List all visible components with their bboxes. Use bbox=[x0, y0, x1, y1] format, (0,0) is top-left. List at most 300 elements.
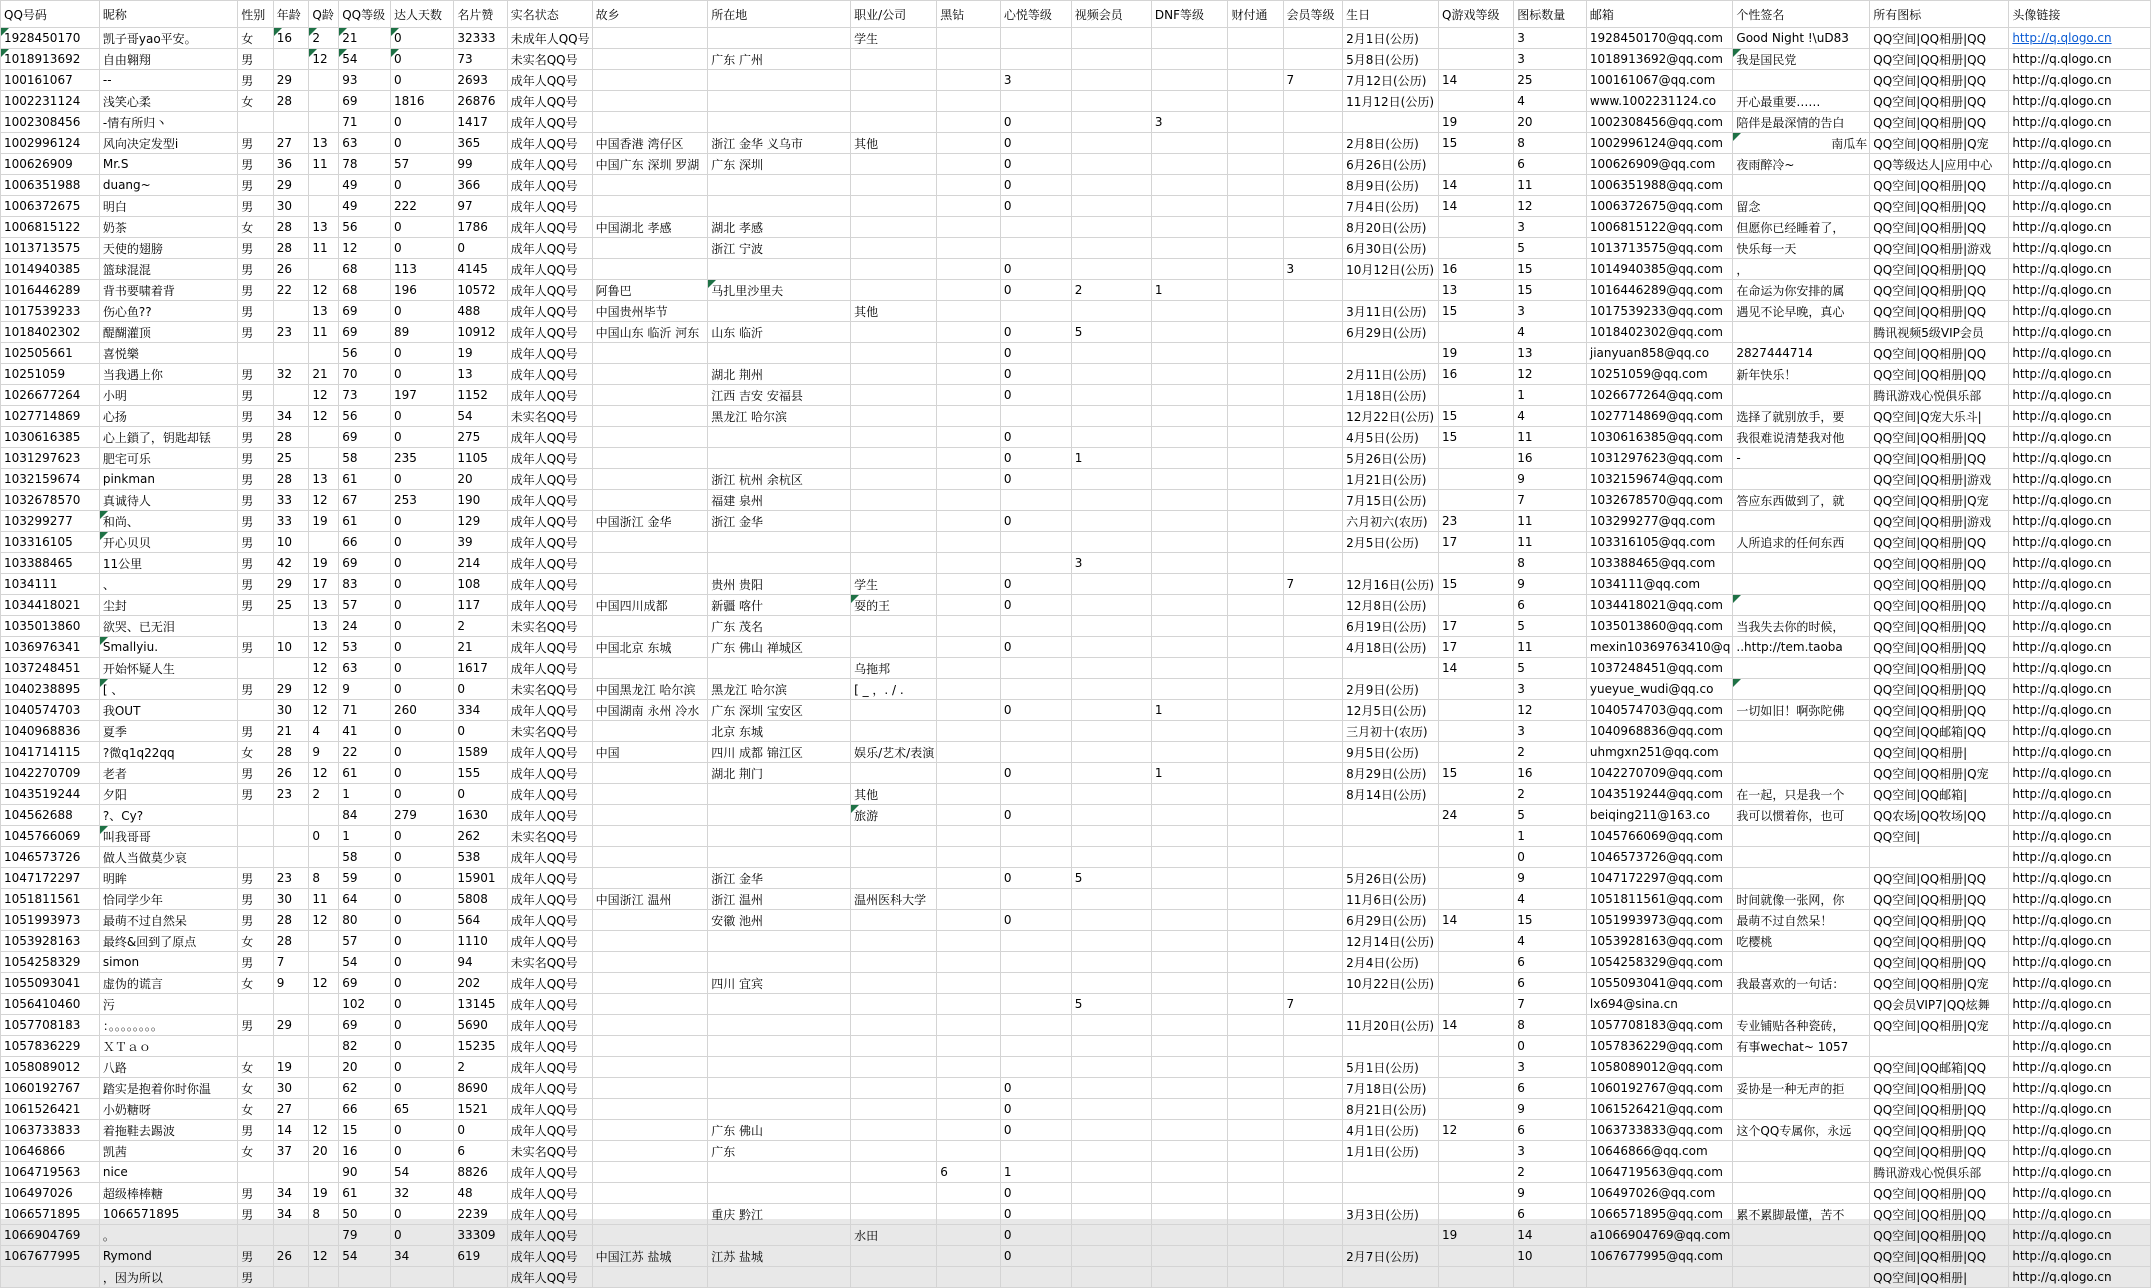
cell-xy[interactable]: 0 bbox=[1000, 196, 1071, 217]
cell-xy[interactable]: 3 bbox=[1000, 70, 1071, 91]
cell-likes[interactable]: 1105 bbox=[454, 448, 507, 469]
cell-icons[interactable]: QQ空间|Q宠大乐斗| bbox=[1870, 406, 2009, 427]
cell-bd[interactable] bbox=[937, 1267, 1001, 1288]
cell-cft[interactable] bbox=[1228, 616, 1283, 637]
cell-sex[interactable] bbox=[238, 112, 274, 133]
cell-sig[interactable]: ..http://tem.taoba bbox=[1733, 637, 1870, 658]
cell-likes[interactable]: 39 bbox=[454, 532, 507, 553]
cell-cft[interactable] bbox=[1228, 784, 1283, 805]
cell-real[interactable]: 成年人QQ号 bbox=[507, 364, 592, 385]
cell-vip[interactable] bbox=[1283, 658, 1343, 679]
cell-sex[interactable] bbox=[238, 1036, 274, 1057]
cell-real[interactable]: 成年人QQ号 bbox=[507, 1015, 592, 1036]
cell-dnf[interactable] bbox=[1151, 826, 1228, 847]
cell-bd[interactable] bbox=[937, 112, 1001, 133]
cell-mail[interactable]: 1026677264@qq.com bbox=[1586, 385, 1733, 406]
cell-level[interactable]: 41 bbox=[339, 721, 391, 742]
cell-loc[interactable] bbox=[708, 427, 851, 448]
cell-video[interactable] bbox=[1071, 1057, 1151, 1078]
cell-mail[interactable]: beiqing211@163.co bbox=[1586, 805, 1733, 826]
cell-age[interactable]: 30 bbox=[273, 889, 309, 910]
col-header-nick[interactable]: 昵称 bbox=[99, 1, 237, 28]
avatar-link[interactable]: http://q.qlogo.cn bbox=[2012, 1207, 2112, 1221]
cell-home[interactable]: 中国浙江 金华 bbox=[592, 511, 708, 532]
cell-qage[interactable]: 13 bbox=[309, 301, 339, 322]
col-header-cft[interactable]: 财付通 bbox=[1228, 1, 1283, 28]
cell-avatar[interactable] bbox=[2009, 196, 2151, 217]
cell-qq[interactable]: 103316105 bbox=[1, 532, 100, 553]
cell-level[interactable]: 58 bbox=[339, 448, 391, 469]
cell-age[interactable]: 42 bbox=[273, 553, 309, 574]
cell-bday[interactable]: 4月18日(公历) bbox=[1343, 637, 1439, 658]
cell-daren[interactable]: 0 bbox=[391, 868, 454, 889]
cell-vip[interactable] bbox=[1283, 637, 1343, 658]
cell-loc[interactable]: 广东 深圳 宝安区 bbox=[708, 700, 851, 721]
cell-age[interactable]: 23 bbox=[273, 868, 309, 889]
cell-likes[interactable] bbox=[454, 1267, 507, 1288]
cell-qq[interactable]: 1032159674 bbox=[1, 469, 100, 490]
cell-cft[interactable] bbox=[1228, 406, 1283, 427]
cell-age[interactable]: 25 bbox=[273, 448, 309, 469]
cell-sig[interactable]: 但愿你已经睡着了， bbox=[1733, 217, 1870, 238]
cell-home[interactable]: 中国贵州毕节 bbox=[592, 301, 708, 322]
cell-level[interactable]: 15 bbox=[339, 1120, 391, 1141]
cell-age[interactable]: 21 bbox=[273, 721, 309, 742]
cell-avatar[interactable] bbox=[2009, 532, 2151, 553]
cell-sex[interactable] bbox=[238, 847, 274, 868]
cell-qq[interactable]: 100161067 bbox=[1, 70, 100, 91]
cell-level[interactable]: 83 bbox=[339, 574, 391, 595]
cell-level[interactable]: 57 bbox=[339, 931, 391, 952]
cell-avatar[interactable] bbox=[2009, 280, 2151, 301]
cell-level[interactable] bbox=[339, 1267, 391, 1288]
cell-level[interactable]: 79 bbox=[339, 1225, 391, 1246]
cell-home[interactable] bbox=[592, 952, 708, 973]
cell-video[interactable] bbox=[1071, 1204, 1151, 1225]
cell-mail[interactable]: 10646866@qq.com bbox=[1586, 1141, 1733, 1162]
cell-video[interactable] bbox=[1071, 196, 1151, 217]
cell-home[interactable] bbox=[592, 1120, 708, 1141]
cell-video[interactable] bbox=[1071, 1246, 1151, 1267]
cell-sig[interactable] bbox=[1733, 1099, 1870, 1120]
cell-qq[interactable]: 103388465 bbox=[1, 553, 100, 574]
cell-sex[interactable]: 男 bbox=[238, 448, 274, 469]
cell-level[interactable]: 69 bbox=[339, 553, 391, 574]
cell-home[interactable]: 中国浙江 温州 bbox=[592, 889, 708, 910]
cell-bd[interactable] bbox=[937, 259, 1001, 280]
cell-avatar[interactable] bbox=[2009, 322, 2151, 343]
cell-sex[interactable]: 男 bbox=[238, 490, 274, 511]
cell-likes[interactable]: 54 bbox=[454, 406, 507, 427]
cell-icons[interactable]: QQ空间|QQ相册|QQ bbox=[1870, 49, 2009, 70]
cell-qgame[interactable] bbox=[1439, 469, 1514, 490]
cell-bd[interactable] bbox=[937, 28, 1001, 49]
cell-mail[interactable]: 103316105@qq.com bbox=[1586, 532, 1733, 553]
cell-icons[interactable]: QQ空间|QQ相册|QQ bbox=[1870, 658, 2009, 679]
cell-home[interactable] bbox=[592, 1267, 708, 1288]
cell-home[interactable] bbox=[592, 1204, 708, 1225]
cell-cft[interactable] bbox=[1228, 931, 1283, 952]
cell-icons[interactable]: QQ空间|QQ相册|QQ bbox=[1870, 1141, 2009, 1162]
cell-vip[interactable] bbox=[1283, 28, 1343, 49]
cell-mail[interactable]: 1002996124@qq.com bbox=[1586, 133, 1733, 154]
cell-sig[interactable]: 人所追求的任何东西 bbox=[1733, 532, 1870, 553]
cell-level[interactable]: 49 bbox=[339, 175, 391, 196]
cell-sig[interactable]: 留念 bbox=[1733, 196, 1870, 217]
cell-dnf[interactable] bbox=[1151, 889, 1228, 910]
cell-avatar[interactable] bbox=[2009, 259, 2151, 280]
cell-qage[interactable]: 12 bbox=[309, 1246, 339, 1267]
cell-nick[interactable]: 奶茶 bbox=[99, 217, 237, 238]
cell-bday[interactable] bbox=[1343, 1225, 1439, 1246]
cell-home[interactable]: 中国北京 东城 bbox=[592, 637, 708, 658]
cell-bd[interactable] bbox=[937, 427, 1001, 448]
cell-home[interactable] bbox=[592, 70, 708, 91]
cell-loc[interactable]: 安徽 池州 bbox=[708, 910, 851, 931]
cell-home[interactable] bbox=[592, 469, 708, 490]
cell-avatar[interactable] bbox=[2009, 301, 2151, 322]
cell-loc[interactable]: 新疆 喀什 bbox=[708, 595, 851, 616]
cell-iconsn[interactable]: 6 bbox=[1514, 1204, 1587, 1225]
cell-iconsn[interactable]: 0 bbox=[1514, 847, 1587, 868]
cell-video[interactable] bbox=[1071, 910, 1151, 931]
cell-qgame[interactable] bbox=[1439, 1057, 1514, 1078]
cell-daren[interactable]: 260 bbox=[391, 700, 454, 721]
avatar-link[interactable]: http://q.qlogo.cn bbox=[2012, 1081, 2112, 1095]
cell-qq[interactable]: 1053928163 bbox=[1, 931, 100, 952]
cell-xy[interactable] bbox=[1000, 490, 1071, 511]
cell-xy[interactable]: 0 bbox=[1000, 343, 1071, 364]
cell-job[interactable] bbox=[851, 1183, 937, 1204]
cell-vip[interactable] bbox=[1283, 427, 1343, 448]
cell-iconsn[interactable]: 8 bbox=[1514, 553, 1587, 574]
cell-daren[interactable]: 0 bbox=[391, 364, 454, 385]
cell-sig[interactable]: 我是国民党 bbox=[1733, 49, 1870, 70]
cell-level[interactable]: 50 bbox=[339, 1204, 391, 1225]
cell-likes[interactable]: 214 bbox=[454, 553, 507, 574]
avatar-link[interactable]: http://q.qlogo.cn bbox=[2012, 1123, 2112, 1137]
cell-xy[interactable] bbox=[1000, 889, 1071, 910]
cell-qgame[interactable] bbox=[1439, 49, 1514, 70]
cell-real[interactable]: 成年人QQ号 bbox=[507, 889, 592, 910]
cell-cft[interactable] bbox=[1228, 448, 1283, 469]
cell-job[interactable]: [ _ ，. / . bbox=[851, 679, 937, 700]
cell-mail[interactable]: 1042270709@qq.com bbox=[1586, 763, 1733, 784]
cell-avatar[interactable] bbox=[2009, 994, 2151, 1015]
cell-qgame[interactable] bbox=[1439, 931, 1514, 952]
avatar-link[interactable]: http://q.qlogo.cn bbox=[2012, 409, 2112, 423]
cell-dnf[interactable] bbox=[1151, 784, 1228, 805]
cell-video[interactable] bbox=[1071, 490, 1151, 511]
cell-bd[interactable] bbox=[937, 385, 1001, 406]
cell-daren[interactable]: 0 bbox=[391, 952, 454, 973]
cell-nick[interactable]: simon bbox=[99, 952, 237, 973]
cell-avatar[interactable] bbox=[2009, 658, 2151, 679]
cell-daren[interactable]: 113 bbox=[391, 259, 454, 280]
cell-vip[interactable] bbox=[1283, 532, 1343, 553]
cell-sig[interactable]: 吃樱桃 bbox=[1733, 931, 1870, 952]
cell-iconsn[interactable]: 5 bbox=[1514, 805, 1587, 826]
cell-home[interactable] bbox=[592, 406, 708, 427]
cell-sex[interactable]: 男 bbox=[238, 301, 274, 322]
cell-icons[interactable]: QQ空间|QQ相册| bbox=[1870, 1267, 2009, 1288]
cell-dnf[interactable] bbox=[1151, 847, 1228, 868]
cell-avatar[interactable] bbox=[2009, 1036, 2151, 1057]
cell-qage[interactable]: 12 bbox=[309, 280, 339, 301]
cell-daren[interactable]: 0 bbox=[391, 616, 454, 637]
cell-icons[interactable]: QQ空间|QQ相册|QQ bbox=[1870, 1246, 2009, 1267]
cell-iconsn[interactable]: 11 bbox=[1514, 532, 1587, 553]
cell-qgame[interactable]: 16 bbox=[1439, 259, 1514, 280]
cell-cft[interactable] bbox=[1228, 238, 1283, 259]
cell-loc[interactable]: 浙江 金华 bbox=[708, 511, 851, 532]
cell-iconsn[interactable]: 9 bbox=[1514, 574, 1587, 595]
cell-qgame[interactable] bbox=[1439, 973, 1514, 994]
cell-icons[interactable]: QQ空间|QQ相册|QQ bbox=[1870, 364, 2009, 385]
cell-qgame[interactable] bbox=[1439, 784, 1514, 805]
cell-dnf[interactable] bbox=[1151, 616, 1228, 637]
cell-cft[interactable] bbox=[1228, 469, 1283, 490]
cell-level[interactable]: 69 bbox=[339, 91, 391, 112]
cell-icons[interactable]: QQ空间|QQ相册|QQ bbox=[1870, 1183, 2009, 1204]
cell-video[interactable] bbox=[1071, 238, 1151, 259]
cell-qq[interactable]: 1045766069 bbox=[1, 826, 100, 847]
cell-bday[interactable]: 8月14日(公历) bbox=[1343, 784, 1439, 805]
cell-iconsn[interactable]: 6 bbox=[1514, 952, 1587, 973]
cell-iconsn[interactable]: 3 bbox=[1514, 1057, 1587, 1078]
cell-level[interactable]: 54 bbox=[339, 1246, 391, 1267]
cell-video[interactable] bbox=[1071, 826, 1151, 847]
cell-qage[interactable]: 12 bbox=[309, 910, 339, 931]
cell-age[interactable]: 36 bbox=[273, 154, 309, 175]
cell-avatar[interactable] bbox=[2009, 637, 2151, 658]
col-header-bd[interactable]: 黑钻 bbox=[937, 1, 1001, 28]
cell-vip[interactable] bbox=[1283, 784, 1343, 805]
cell-bday[interactable]: 6月26日(公历) bbox=[1343, 154, 1439, 175]
cell-job[interactable] bbox=[851, 1099, 937, 1120]
avatar-link[interactable]: http://q.qlogo.cn bbox=[2012, 997, 2112, 1011]
cell-bday[interactable]: 7月15日(公历) bbox=[1343, 490, 1439, 511]
cell-cft[interactable] bbox=[1228, 868, 1283, 889]
cell-xy[interactable] bbox=[1000, 217, 1071, 238]
cell-nick[interactable]: ?、Cy? bbox=[99, 805, 237, 826]
avatar-link[interactable]: http://q.qlogo.cn bbox=[2012, 514, 2112, 528]
cell-vip[interactable] bbox=[1283, 238, 1343, 259]
cell-qage[interactable]: 12 bbox=[309, 679, 339, 700]
cell-cft[interactable] bbox=[1228, 343, 1283, 364]
cell-avatar[interactable] bbox=[2009, 952, 2151, 973]
cell-dnf[interactable] bbox=[1151, 1120, 1228, 1141]
cell-age[interactable]: 26 bbox=[273, 259, 309, 280]
cell-mail[interactable]: 1051811561@qq.com bbox=[1586, 889, 1733, 910]
cell-sex[interactable]: 男 bbox=[238, 511, 274, 532]
cell-job[interactable] bbox=[851, 154, 937, 175]
cell-bday[interactable] bbox=[1343, 826, 1439, 847]
cell-avatar[interactable] bbox=[2009, 1120, 2151, 1141]
cell-bday[interactable]: 3月11日(公历) bbox=[1343, 301, 1439, 322]
cell-bday[interactable]: 8月21日(公历) bbox=[1343, 1099, 1439, 1120]
cell-xy[interactable] bbox=[1000, 952, 1071, 973]
cell-dnf[interactable] bbox=[1151, 406, 1228, 427]
cell-video[interactable] bbox=[1071, 301, 1151, 322]
cell-sig[interactable] bbox=[1733, 469, 1870, 490]
cell-cft[interactable] bbox=[1228, 826, 1283, 847]
col-header-home[interactable]: 故乡 bbox=[592, 1, 708, 28]
cell-nick[interactable]: 凯子哥yao平安。 bbox=[99, 28, 237, 49]
cell-daren[interactable]: 0 bbox=[391, 721, 454, 742]
cell-iconsn[interactable]: 7 bbox=[1514, 994, 1587, 1015]
cell-avatar[interactable] bbox=[2009, 1246, 2151, 1267]
cell-xy[interactable]: 0 bbox=[1000, 1078, 1071, 1099]
cell-daren[interactable]: 0 bbox=[391, 49, 454, 70]
cell-qq[interactable]: 104562688 bbox=[1, 805, 100, 826]
cell-home[interactable] bbox=[592, 574, 708, 595]
cell-cft[interactable] bbox=[1228, 595, 1283, 616]
cell-home[interactable] bbox=[592, 910, 708, 931]
cell-dnf[interactable] bbox=[1151, 28, 1228, 49]
cell-age[interactable]: 23 bbox=[273, 322, 309, 343]
cell-cft[interactable] bbox=[1228, 1120, 1283, 1141]
cell-job[interactable] bbox=[851, 1162, 937, 1183]
cell-bday[interactable]: 4月5日(公历) bbox=[1343, 427, 1439, 448]
cell-level[interactable]: 54 bbox=[339, 49, 391, 70]
cell-qq[interactable]: 1002996124 bbox=[1, 133, 100, 154]
cell-likes[interactable]: 0 bbox=[454, 679, 507, 700]
avatar-link[interactable]: http://q.qlogo.cn bbox=[2012, 367, 2112, 381]
cell-xy[interactable] bbox=[1000, 91, 1071, 112]
cell-avatar[interactable] bbox=[2009, 595, 2151, 616]
cell-job[interactable] bbox=[851, 994, 937, 1015]
cell-vip[interactable] bbox=[1283, 343, 1343, 364]
cell-daren[interactable]: 0 bbox=[391, 112, 454, 133]
cell-likes[interactable]: 155 bbox=[454, 763, 507, 784]
cell-dnf[interactable] bbox=[1151, 1057, 1228, 1078]
cell-likes[interactable]: 5690 bbox=[454, 1015, 507, 1036]
avatar-link[interactable]: http://q.qlogo.cn bbox=[2012, 682, 2112, 696]
cell-bd[interactable] bbox=[937, 784, 1001, 805]
cell-xy[interactable]: 0 bbox=[1000, 1120, 1071, 1141]
col-header-avatar[interactable]: 头像链接 bbox=[2009, 1, 2151, 28]
cell-avatar[interactable] bbox=[2009, 1078, 2151, 1099]
cell-mail[interactable]: 103388465@qq.com bbox=[1586, 553, 1733, 574]
cell-sex[interactable]: 男 bbox=[238, 784, 274, 805]
cell-qage[interactable]: 20 bbox=[309, 1141, 339, 1162]
cell-bday[interactable] bbox=[1343, 553, 1439, 574]
cell-daren[interactable]: 0 bbox=[391, 847, 454, 868]
cell-job[interactable]: 娱乐/艺术/表演 bbox=[851, 742, 937, 763]
cell-sig[interactable]: 当我失去你的时候， bbox=[1733, 616, 1870, 637]
cell-bday[interactable]: 10月12日(公历) bbox=[1343, 259, 1439, 280]
col-header-icons[interactable]: 所有图标 bbox=[1870, 1, 2009, 28]
cell-age[interactable]: 26 bbox=[273, 763, 309, 784]
cell-avatar[interactable] bbox=[2009, 427, 2151, 448]
cell-nick[interactable]: ：。。。。。。。。 bbox=[99, 1015, 237, 1036]
cell-iconsn[interactable]: 3 bbox=[1514, 1141, 1587, 1162]
cell-vip[interactable] bbox=[1283, 49, 1343, 70]
cell-cft[interactable] bbox=[1228, 196, 1283, 217]
cell-likes[interactable]: 366 bbox=[454, 175, 507, 196]
cell-qage[interactable]: 2 bbox=[309, 28, 339, 49]
cell-qgame[interactable] bbox=[1439, 385, 1514, 406]
cell-sig[interactable]: 妥协是一种无声的拒 bbox=[1733, 1078, 1870, 1099]
cell-xy[interactable]: 0 bbox=[1000, 868, 1071, 889]
cell-iconsn[interactable]: 6 bbox=[1514, 154, 1587, 175]
cell-home[interactable] bbox=[592, 448, 708, 469]
cell-daren[interactable]: 0 bbox=[391, 910, 454, 931]
cell-icons[interactable]: QQ空间|QQ相册|QQ bbox=[1870, 1225, 2009, 1246]
cell-home[interactable] bbox=[592, 1141, 708, 1162]
cell-level[interactable]: 56 bbox=[339, 217, 391, 238]
cell-home[interactable] bbox=[592, 91, 708, 112]
cell-iconsn[interactable]: 4 bbox=[1514, 322, 1587, 343]
cell-sex[interactable]: 男 bbox=[238, 175, 274, 196]
cell-loc[interactable]: 四川 宜宾 bbox=[708, 973, 851, 994]
cell-level[interactable]: 66 bbox=[339, 532, 391, 553]
cell-level[interactable]: 61 bbox=[339, 763, 391, 784]
cell-nick[interactable]: 尘封 bbox=[99, 595, 237, 616]
cell-mail[interactable]: yueyue_wudi@qq.co bbox=[1586, 679, 1733, 700]
cell-dnf[interactable] bbox=[1151, 469, 1228, 490]
cell-likes[interactable]: 5808 bbox=[454, 889, 507, 910]
cell-mail[interactable]: 1040968836@qq.com bbox=[1586, 721, 1733, 742]
cell-nick[interactable]: 心上鎖了，钥匙却铥 bbox=[99, 427, 237, 448]
cell-qq[interactable]: 1042270709 bbox=[1, 763, 100, 784]
cell-nick[interactable]: pinkman bbox=[99, 469, 237, 490]
cell-icons[interactable]: 腾讯游戏心悦俱乐部 bbox=[1870, 385, 2009, 406]
cell-sex[interactable]: 男 bbox=[238, 1204, 274, 1225]
cell-age[interactable]: 28 bbox=[273, 742, 309, 763]
cell-video[interactable] bbox=[1071, 406, 1151, 427]
cell-home[interactable] bbox=[592, 763, 708, 784]
cell-mail[interactable]: 1030616385@qq.com bbox=[1586, 427, 1733, 448]
cell-bd[interactable] bbox=[937, 763, 1001, 784]
cell-home[interactable] bbox=[592, 238, 708, 259]
cell-xy[interactable] bbox=[1000, 1015, 1071, 1036]
cell-qage[interactable]: 12 bbox=[309, 973, 339, 994]
cell-iconsn[interactable] bbox=[1514, 1267, 1587, 1288]
cell-dnf[interactable] bbox=[1151, 322, 1228, 343]
cell-icons[interactable] bbox=[1870, 847, 2009, 868]
cell-xy[interactable]: 0 bbox=[1000, 595, 1071, 616]
cell-nick[interactable]: 夏季 bbox=[99, 721, 237, 742]
cell-dnf[interactable] bbox=[1151, 217, 1228, 238]
cell-age[interactable] bbox=[273, 847, 309, 868]
cell-cft[interactable] bbox=[1228, 742, 1283, 763]
cell-real[interactable]: 成年人QQ号 bbox=[507, 532, 592, 553]
cell-qage[interactable] bbox=[309, 1015, 339, 1036]
cell-dnf[interactable]: 1 bbox=[1151, 700, 1228, 721]
cell-mail[interactable]: 1045766069@qq.com bbox=[1586, 826, 1733, 847]
cell-qgame[interactable] bbox=[1439, 91, 1514, 112]
cell-iconsn[interactable]: 3 bbox=[1514, 217, 1587, 238]
cell-vip[interactable] bbox=[1283, 112, 1343, 133]
cell-iconsn[interactable]: 4 bbox=[1514, 91, 1587, 112]
cell-real[interactable]: 成年人QQ号 bbox=[507, 259, 592, 280]
cell-avatar[interactable] bbox=[2009, 70, 2151, 91]
cell-sex[interactable]: 女 bbox=[238, 1078, 274, 1099]
cell-qage[interactable]: 8 bbox=[309, 868, 339, 889]
cell-cft[interactable] bbox=[1228, 1036, 1283, 1057]
cell-nick[interactable]: 当我遇上你 bbox=[99, 364, 237, 385]
cell-age[interactable]: 30 bbox=[273, 1078, 309, 1099]
cell-sig[interactable] bbox=[1733, 994, 1870, 1015]
cell-nick[interactable]: [ 、 bbox=[99, 679, 237, 700]
cell-xy[interactable] bbox=[1000, 616, 1071, 637]
cell-nick[interactable]: Rymond bbox=[99, 1246, 237, 1267]
cell-icons[interactable]: QQ空间|QQ相册|QQ bbox=[1870, 637, 2009, 658]
cell-mail[interactable]: 1051993973@qq.com bbox=[1586, 910, 1733, 931]
cell-sig[interactable] bbox=[1733, 763, 1870, 784]
